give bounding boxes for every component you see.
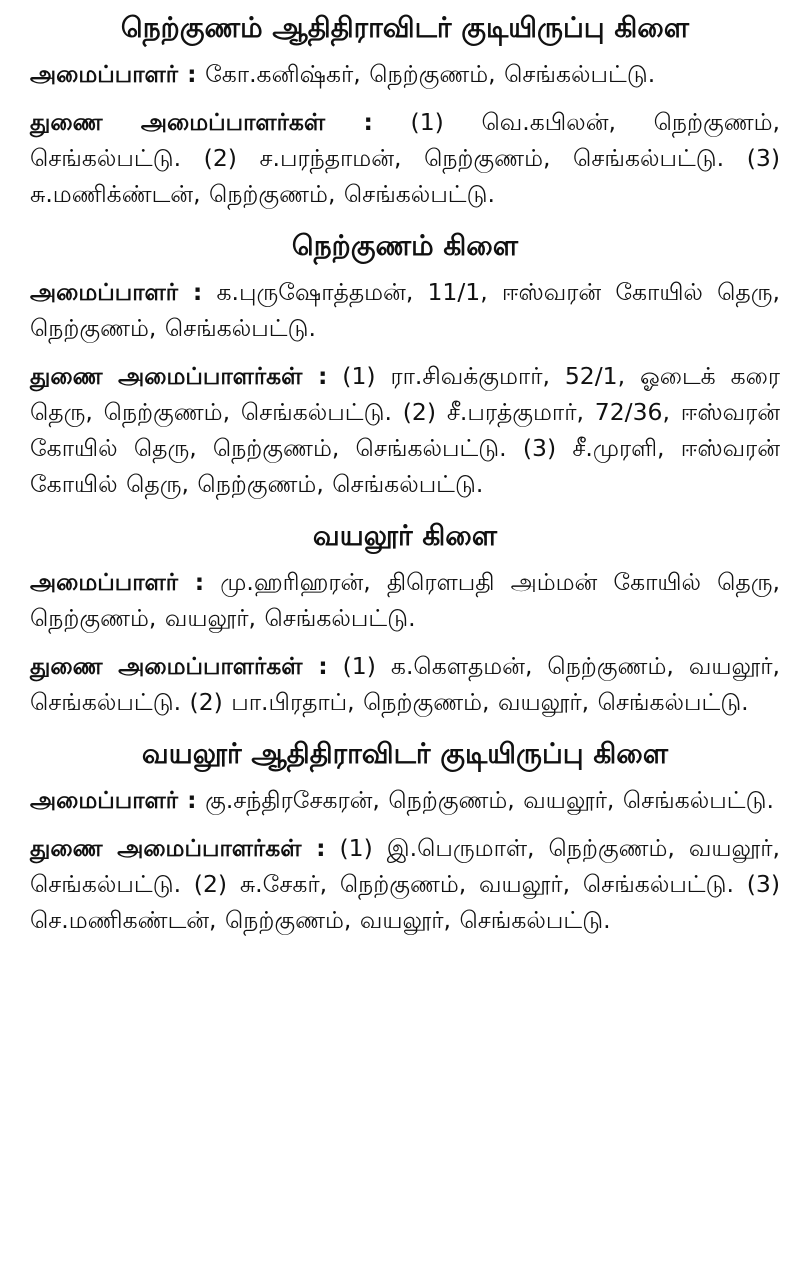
organizer-text: கு.சந்திரசேகரன், நெற்குணம், வயலூர், செங்கல்பட்டு.: [205, 786, 774, 814]
organizer-paragraph: [30, 564, 780, 636]
organizer-text: க.புருஷோத்தமன், 11/1, ஈஸ்வரன் கோயில் தெரு, நெற்குணம், செங்கல்பட்டு.: [30, 278, 780, 342]
organizer-paragraph: [30, 274, 780, 346]
organizer-label: அமைப்பாளர் :: [30, 278, 203, 306]
deputy-text: (1) இ.பெருமாள், நெற்குணம், வயலூர், செங்கல்பட்டு. (2) சு.சேகர், நெற்குணம், வயலூர், செங்கல்பட்டு. (3) செ.மணிகண்டன், நெற்குணம், வயலூர், செங்கல்பட்டு.: [30, 834, 780, 934]
deputy-label: துணை அமைப்பாளர்கள் :: [30, 108, 373, 136]
deputy-label: துணை அமைப்பாளர்கள் :: [30, 362, 328, 390]
organizer-paragraph: [30, 782, 780, 818]
branch-title: நெற்குணம் கிளை: [291, 229, 519, 262]
organizer-paragraph: [30, 56, 780, 92]
organizer-text: மு.ஹரிஹரன், திரௌபதி அம்மன் கோயில் தெரு, நெற்குணம், வயலூர், செங்கல்பட்டு.: [30, 568, 780, 632]
deputy-paragraph: [30, 830, 780, 938]
branch-title: வயலூர் ஆதிதிராவிடர் குடியிருப்பு கிளை: [141, 737, 669, 770]
deputy-text: (1) க.கௌதமன், நெற்குணம், வயலூர், செங்கல்பட்டு. (2) பா.பிரதாப், நெற்குணம், வயலூர், செங்கல்பட்டு.: [30, 652, 780, 716]
deputy-label: துணை அமைப்பாளர்கள் :: [30, 652, 328, 680]
deputy-text: (1) வெ.கபிலன், நெற்குணம், செங்கல்பட்டு. (2) ச.பரந்தாமன், நெற்குணம், செங்கல்பட்டு. (3) சு.மணிக்ண்டன், நெற்குணம், செங்கல்பட்டு.: [30, 108, 780, 208]
deputy-paragraph: [30, 648, 780, 720]
branch-section-3: [30, 516, 780, 720]
branch-title: நெற்குணம் ஆதிதிராவிடர் குடியிருப்பு கிளை: [120, 11, 690, 44]
organizer-label: அமைப்பாளர் :: [30, 786, 197, 814]
branch-section-1: [30, 8, 780, 212]
deputy-text: (1) ரா.சிவக்குமார், 52/1, ஓடைக் கரை தெரு, நெற்குணம், செங்கல்பட்டு. (2) சீ.பரத்குமார், 72/36, ஈஸ்வரன் கோயில் தெரு, நெற்குணம், செங்கல்பட்டு. (3) சீ.முரளி, ஈஸ்வரன் கோயில் தெரு, நெற்குணம், செங்கல்பட்டு.: [30, 362, 780, 498]
organizer-text: கோ.கனிஷ்கர், நெற்குணம், செங்கல்பட்டு.: [205, 60, 656, 88]
organizer-label: அமைப்பாளர் :: [30, 60, 197, 88]
deputy-paragraph: [30, 104, 780, 212]
deputy-paragraph: [30, 358, 780, 502]
branch-title: வயலூர் கிளை: [312, 519, 498, 552]
organizer-label: அமைப்பாளர் :: [30, 568, 205, 596]
branch-section-2: [30, 226, 780, 502]
deputy-label: துணை அமைப்பாளர்கள் :: [30, 834, 326, 862]
branch-section-4: [30, 734, 780, 938]
